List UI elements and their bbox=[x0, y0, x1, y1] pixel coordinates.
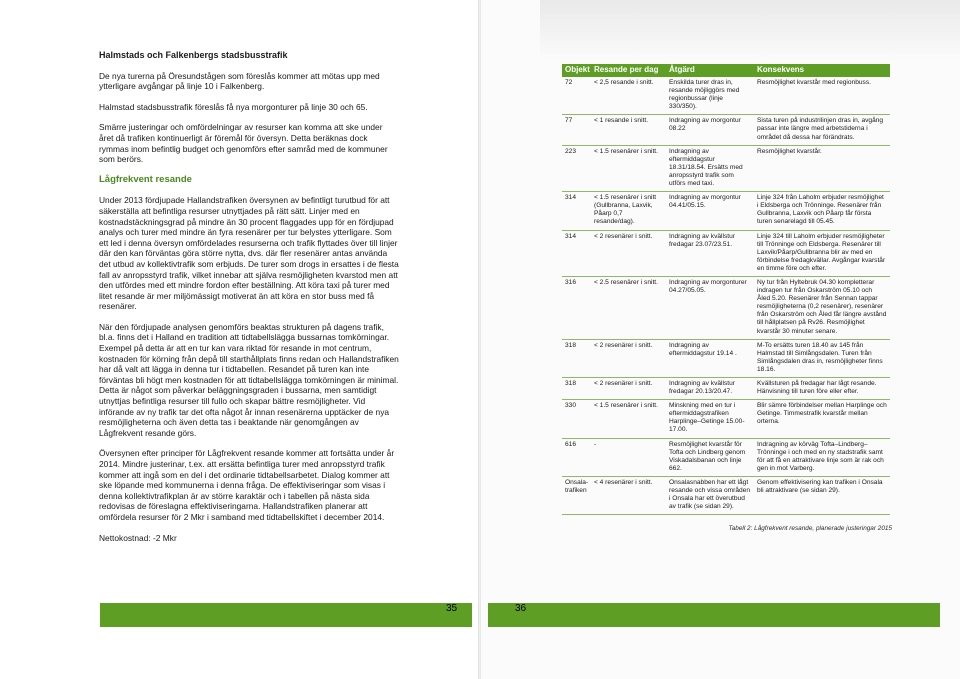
paragraph-adjustments: Smärre justeringar och omfördelningar av resurser kan komma att ske under året då trafiken kontinuerligt är föremål för översyn. Detta beräknas dock rymmas inom befintlig budget och genomförs efter samråd med de kommuner som berörs. bbox=[99, 122, 388, 165]
table-cell: < 1 resande i snitt. bbox=[591, 115, 666, 145]
table-cell: Indragning av körväg Tofta–Lindberg–Trönninge i och med en ny stadstrafik samt för att få en attraktivare linje som är rak och gen in mot Varberg. bbox=[754, 438, 890, 476]
table-cell: 77 bbox=[562, 115, 591, 145]
section-paragraph-3: Översynen efter principer för Lågfrekvent resande kommer att fortsätta under år 2014. Mindre justerinar, t.ex. att ersätta befintliga turer med anropsstyrd trafik kommer att ingå som en del i det ordinarie tidtabellsarbetet. Dialog kommer att ske löpande med kommunerna i denna fråga. De effektiviseringar som visas i denna kollektivtrafikplan är av större karaktär och i tabellen på nästa sida redovisas de föreslagna effektiviseringarna. Hallandstrafiken planerar att omfördela resurser för 2 Mkr i samband med tidtabellskiftet i december 2014. bbox=[99, 448, 395, 522]
table-cell: 314 bbox=[562, 192, 591, 230]
table-cell: Blir sämre förbindelser mellan Harplinge och Getinge. Timmestrafik kvarstår mellan orterna. bbox=[754, 400, 890, 438]
table-row bbox=[562, 339, 890, 377]
section-paragraph-2: När den fördjupade analysen genomförs beaktas strukturen på dagens trafik, bl.a. finns det i Halland en tradition att tidtabellsläggа bussarnas tomkörningar. Exempel på detta är att en tur kan vara riktad för resande in mot centrum, kostnaden för körning från depå till starthållplats finns redan och Hallandstrafiken har då valt att lägga in denna tur i tidtabellen. Resandet på turen kan inte förväntas bli högt men kostnaden för att tidtabellslägga tomkörningen är minimal. Detta är något som påverkar beläggningsgraden i bussarna, men samtidigt utnyttjas befintliga resurser till fullo och skapar bättre resmöjligheter. Vid införande av ny trafik tar det ofta något år innan resenärerna upptäcker de nya resmöjligheterna och även detta tas i beaktande när genomgången av Lågfrekvent resande görs. bbox=[99, 321, 399, 438]
net-cost: Nettokostnad: -2 Mkr bbox=[99, 532, 177, 543]
section-paragraph-1: Under 2013 fördjupade Hallandstrafiken översynen av befintligt turutbud för att säkerställa att befintliga resurser utnyttjades på rätt sätt. Linjer med en kostnadstäckningsgrad på mindre än 30 procent flaggades upp för en fördjupad analys och turer med mindre än fyra resenärer per tur belystes ytterligare. Som ett led i denna översyn omfördelades resurserna och trafik flyttades över till linjer där den kan förväntas göra större nytta, dvs. där fler resenärer antas använda det utbud av kollektivtrafik som erbjuds. De turer som drogs in ersattes i de flesta fall av anropsstyrd trafik, vilket innebar att själva resmöjligheten kvarstod men att den utfördes med ett mindre fordon efter beställning. Att köra taxi på turer med litet resande är mer miljömässigt motiverat än att köra en stor buss med få resenärer. bbox=[99, 195, 399, 312]
table-cell: < 1.5 resenärer i snitt (Gullbranna, Laxvik, Påarp 0,7 resande/dag). bbox=[591, 192, 666, 230]
table-cell: Indragning av morgontur 04.41/05.15. bbox=[666, 192, 754, 230]
left-text-column bbox=[99, 50, 399, 553]
table-row bbox=[562, 476, 890, 514]
table-cell: 318 bbox=[562, 378, 591, 400]
table-cell: Indragning av eftermiddagstur 19.14 . bbox=[666, 339, 754, 377]
table-cell: Ny tur från Hyltebruk 04.30 kompletterar indragen tur från Oskarström 05.10 och Åled 5.20. Resenärer från Sennan tappar resmöjligheterna (0,2 resenärer), resenärer från Oskarström och Åled får längre avstånd till hållplatsen på Rv26. Resmöjlighet kvarstår 30 minuter senare. bbox=[754, 276, 890, 339]
table-cell: 616 bbox=[562, 438, 591, 476]
footer-bar-left bbox=[100, 603, 472, 627]
table-cell: Linje 324 till Laholm erbjuder resmöjligheter till Trönninge och Eldsberga. Resenärer till Laxvik/Påarp/Gullbranna blir av med en förbindelse fredagkvällar. Avgångar kvarstår en timme före och efter. bbox=[754, 230, 890, 276]
table-row bbox=[562, 276, 890, 339]
intro-paragraph: De nya turerna på Öresundstågen som föreslås kommer att mötas upp med ytterligare avgångar på linje 10 i Falkenberg. bbox=[99, 70, 380, 92]
measures-table bbox=[562, 64, 890, 515]
table-cell: Sista turen på industrilinjen dras in, avgång passar inte längre med arbetstiderna i området då dessa har förändrats. bbox=[754, 115, 890, 145]
table-cell: - bbox=[591, 438, 666, 476]
left-page bbox=[0, 0, 479, 679]
table-row bbox=[562, 192, 890, 230]
table-cell: Indragning av kvällstur fredagar 20.13/20.47. bbox=[666, 378, 754, 400]
paragraph-halmstad: Halmstad stadsbusstrafik föreslås få nya morgonturer på linje 30 och 65. bbox=[99, 101, 368, 112]
table-cell: < 1.5 resenärer i snitt. bbox=[591, 145, 666, 191]
column-header: Resande per dag bbox=[591, 64, 666, 77]
table-row bbox=[562, 115, 890, 145]
table-cell: 72 bbox=[562, 77, 591, 115]
table-cell: Onsalasnabben har ett lågt resande och vissa områden i Onsala har ett överutbud av trafik (se sidan 29). bbox=[666, 476, 754, 514]
page-number-right: 36 bbox=[515, 603, 527, 614]
table-cell: Resmöjlighet kvarstår för Tofta och Lindberg genom Viskadalsbanan och linje 662. bbox=[666, 438, 754, 476]
table-caption: Tabell 2: Lågfrekvent resande, planerade justeringar 2015 bbox=[728, 525, 892, 532]
table-cell: Indragning av morgontur 08.22 bbox=[666, 115, 754, 145]
table-cell: Onsala-trafiken bbox=[562, 476, 591, 514]
table-cell: M-To ersätts turen 18.40 av 145 från Halmstad till Simlångsdalen. Turen från Simlångsdalen dras in, resmöjligheter finns 18.16. bbox=[754, 339, 890, 377]
table-cell: 316 bbox=[562, 276, 591, 339]
table-header-row bbox=[562, 64, 890, 77]
table-cell: Genom effektivisering kan trafiken i Onsala bli attraktivare (se sidan 29). bbox=[754, 476, 890, 514]
table-cell: < 2 resenärer i snitt. bbox=[591, 339, 666, 377]
table-cell: < 1.5 resenärer i snitt. bbox=[591, 400, 666, 438]
table-cell: < 2 resenärer i snitt. bbox=[591, 378, 666, 400]
table-row bbox=[562, 145, 890, 191]
table-cell: Linje 324 från Laholm erbjuder resmöjlighet i Eldsberga och Trönninge. Resenärer från Gullbranna, Laxvik och Påarp får första turen senarelagd till 05.45. bbox=[754, 192, 890, 230]
table-cell: 330 bbox=[562, 400, 591, 438]
table-cell: Resmöjlighet kvarstår. bbox=[754, 145, 890, 191]
footer-bar-right bbox=[488, 603, 940, 627]
page-shading bbox=[540, 0, 960, 60]
table-row bbox=[562, 438, 890, 476]
table-cell: < 2.5 resenärer i snitt. bbox=[591, 276, 666, 339]
column-header: Objekt bbox=[562, 64, 591, 77]
column-header: Åtgärd bbox=[666, 64, 754, 77]
table-cell: Kvällsturen på fredagar har lågt resande. Hänvisning till turen före eller efter. bbox=[754, 378, 890, 400]
table-cell: 223 bbox=[562, 145, 591, 191]
table-cell: 318 bbox=[562, 339, 591, 377]
book-spine bbox=[478, 0, 481, 679]
table-cell: < 2,5 resande i snitt. bbox=[591, 77, 666, 115]
table-cell: < 2 resenärer i snitt. bbox=[591, 230, 666, 276]
page-title: Halmstads och Falkenbergs stadsbusstrafik bbox=[99, 50, 288, 60]
section-heading: Lågfrekvent resande bbox=[99, 173, 192, 185]
table-row bbox=[562, 400, 890, 438]
table-cell: < 4 resenärer i snitt. bbox=[591, 476, 666, 514]
table-row bbox=[562, 77, 890, 115]
table-cell: Indragning av eftermiddagstur 18.31/18.54. Ersätts med anropsstyrd trafik som utförs med taxi. bbox=[666, 145, 754, 191]
page-number-left: 35 bbox=[446, 603, 458, 614]
table-cell: Minskning med en tur i eftermiddagstrafiken Harplinge–Getinge 15.00-17.00. bbox=[666, 400, 754, 438]
column-header: Konsekvens bbox=[754, 64, 890, 77]
table-cell: Enskilda turer dras in, resande möjliggörs med regionbussar (linje 330/350). bbox=[666, 77, 754, 115]
table-cell: 314 bbox=[562, 230, 591, 276]
table-cell: Resmöjlighet kvarstår med regionbuss. bbox=[754, 77, 890, 115]
table-row bbox=[562, 378, 890, 400]
table-cell: Indragning av kvällstur fredagar 23.07/23.51. bbox=[666, 230, 754, 276]
table-row bbox=[562, 230, 890, 276]
table-cell: Indragning av morgonturer 04.27/05.05. bbox=[666, 276, 754, 339]
